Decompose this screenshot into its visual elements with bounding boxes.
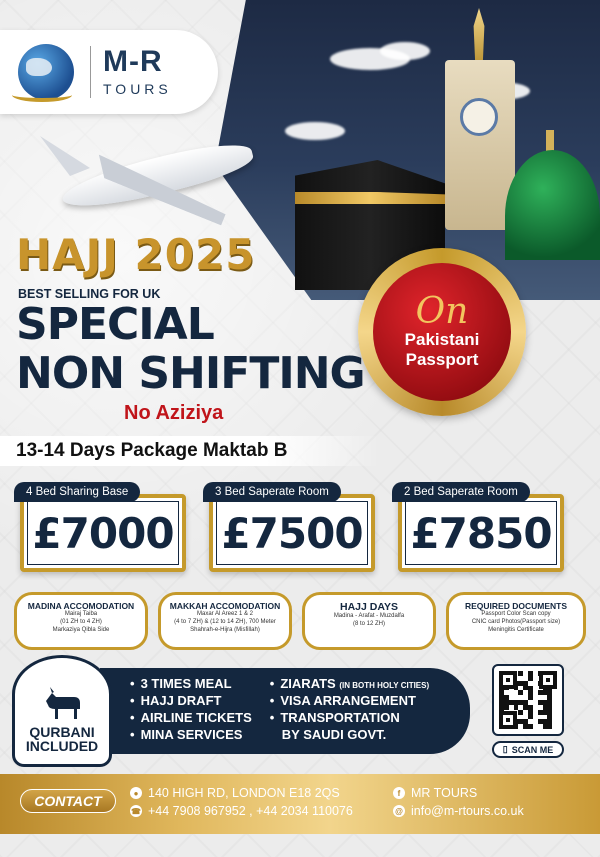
contact-email[interactable]: @ info@m-rtours.co.uk [393,804,524,818]
whatsapp-icon: ☎ [131,806,141,816]
service-item: • VISA ARRANGEMENT [269,692,416,708]
qurbani-line-2: INCLUDED [25,738,99,755]
info-makkah-accommodation [158,592,292,650]
qurbani-badge [12,655,112,767]
brand-logo [0,30,218,114]
info-line: (4 to 7 ZH) & (12 to 14 ZH), 700 Meter [174,618,276,625]
logo-divider [90,46,91,98]
price-value: £7000 [32,508,174,558]
info-line: CNIC card Photos(Passport size) [471,618,561,625]
phone-icon: ▯ [502,744,508,754]
location-icon: ● [130,787,142,799]
seal-line-2: Passport [405,350,479,369]
price-card-4-bed [14,482,186,572]
passport-seal [358,248,526,416]
headline-non-shifting: NON SHIFTING [16,348,365,399]
info-line: Mairaj Taiba [64,611,98,617]
service-item: • 3 TIMES MEAL [130,676,232,691]
service-item: • HAJJ DRAFT [130,692,222,708]
headline-special: SPECIAL [16,299,214,350]
price-value: £7850 [410,508,552,558]
seal-line-1: Pakistani [404,330,480,350]
service-item: • ZIARATS (IN BOTH HOLY CITIES) [269,676,430,691]
facebook-icon: f [393,787,405,799]
price-tag-label: 2 Bed Saperate Room [392,482,530,502]
package-duration-bar: 13-14 Days Package Maktab B [0,436,380,466]
price-tag-label: 3 Bed Saperate Room [203,482,341,502]
scan-me-label: SCAN ME [511,744,554,755]
cloud [380,42,430,60]
hajj-year-title: HAJJ 2025 [16,230,256,279]
scan-me-button[interactable] [492,741,564,758]
goat-icon [40,687,84,721]
logo-swoosh [12,88,72,102]
service-item: • AIRLINE TICKETS [130,709,252,725]
info-title: REQUIRED DOCUMENTS [464,601,567,611]
headline-tagline: No Aziziya [124,402,224,424]
cloud [285,122,345,140]
info-line: Maxar Al Areez 1 & 2 [196,611,254,617]
seal-on-text: On [415,291,469,333]
info-line: (8 to 12 ZH) [352,620,385,627]
best-selling-label: BEST SELLING FOR UK [18,287,161,301]
info-line: (01 ZH to 4 ZH) [60,618,102,625]
contact-facebook[interactable]: f MR TOURS [393,786,477,800]
info-title: MADINA ACCOMODATION [27,601,135,611]
qurbani-line-1: QURBANI [29,723,95,740]
info-line: Meningitis Certificate [488,626,544,633]
service-item-continued: BY SAUDI GOVT. [281,726,387,742]
contact-phones[interactable]: ☎ +44 7908 967952 , +44 2034 110076 [131,804,353,818]
clock-tower [445,60,515,230]
price-card-2-bed [392,482,564,572]
info-madina-accommodation [14,592,148,650]
info-hajj-days [302,592,436,650]
contact-label: CONTACT [20,789,116,813]
clock-face [460,98,498,136]
qr-code[interactable] [492,664,564,736]
email-icon: @ [393,805,405,817]
info-line: Passport Color Scan copy [481,611,551,617]
info-required-documents [446,592,586,650]
service-item: • TRANSPORTATION [269,709,400,725]
info-line: Madina - Arafat - Muzdalfa [333,613,405,619]
price-card-3-bed [203,482,375,572]
info-line: Markaziya Qibla Side [52,626,110,633]
price-value: £7500 [221,508,363,558]
contact-address: ● 140 HIGH RD, LONDON E18 2QS [130,786,340,800]
info-line: Shahrah-e-Hijra (Misfillah) [190,626,260,633]
service-item: • MINA SERVICES [130,726,243,742]
kaaba-gold-band [295,192,445,204]
brand-subname: TOURS [103,81,172,97]
services-panel [100,668,470,754]
price-tag-label: 4 Bed Sharing Base [14,482,140,502]
info-title: MAKKAH ACCOMODATION [169,601,281,611]
brand-name: M-R [103,45,163,78]
info-title: HAJJ DAYS [340,601,398,613]
